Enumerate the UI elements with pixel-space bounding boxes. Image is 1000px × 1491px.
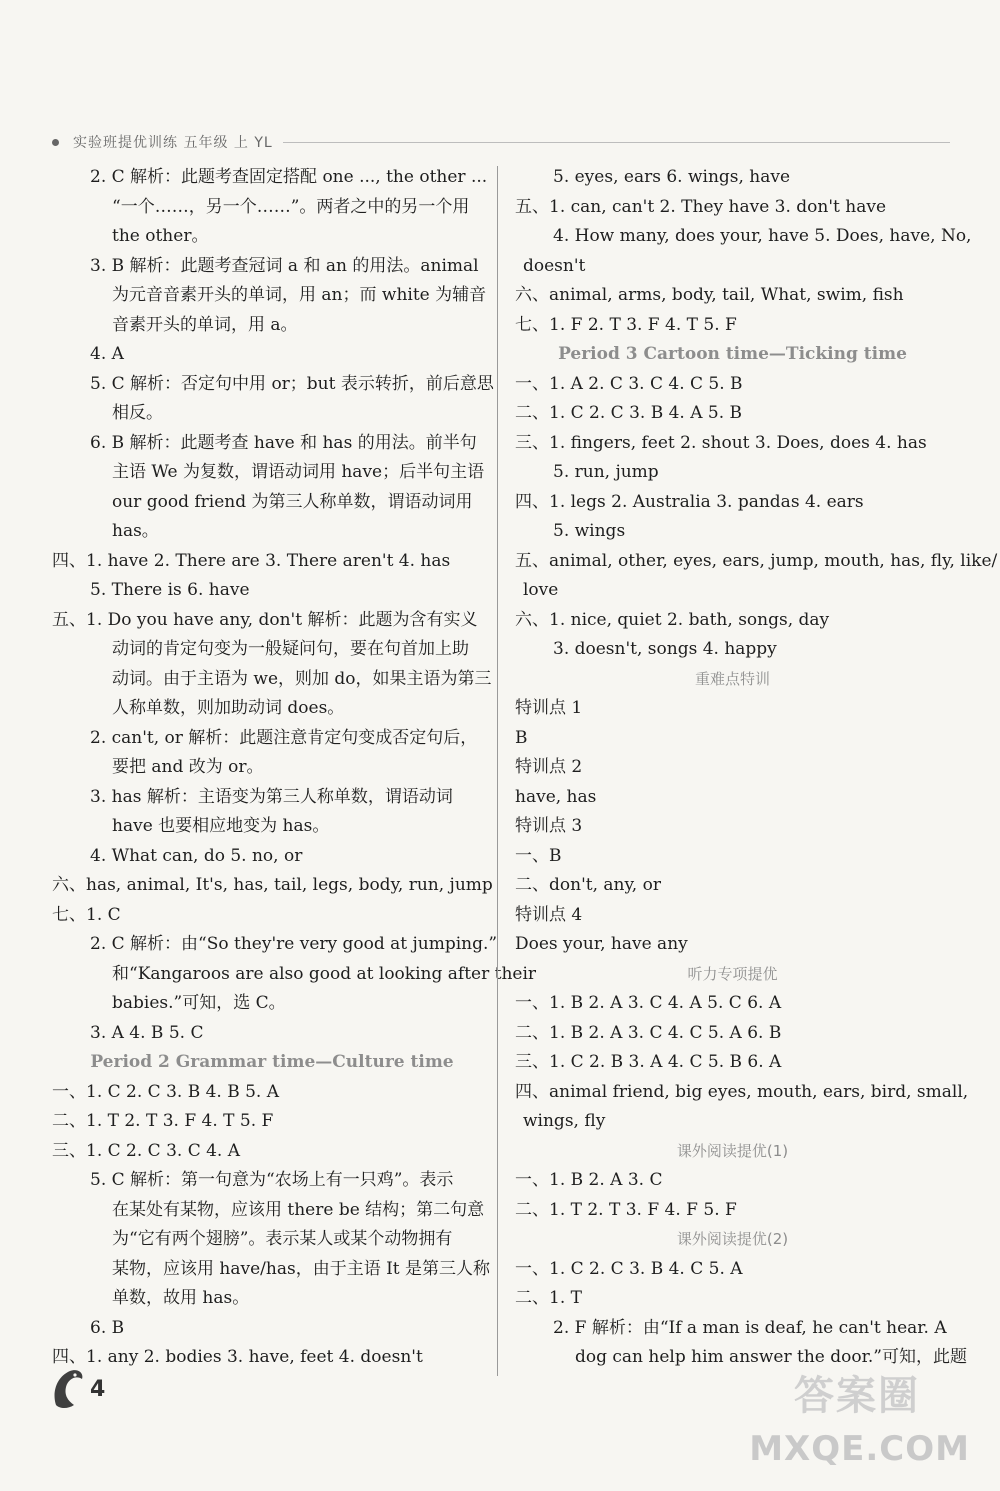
answer-line: has。 bbox=[112, 521, 159, 541]
answer-line: wings, fly bbox=[523, 1111, 606, 1131]
answer-line: 相反。 bbox=[112, 403, 163, 423]
answer-line: dog can help him answer the door.”可知，此题 bbox=[575, 1347, 967, 1367]
header-rule bbox=[283, 142, 950, 143]
section-heading: Period 2 Grammar time—Culture time bbox=[90, 1052, 454, 1072]
answer-line: 三、1. C 2. B 3. A 4. C 5. B 6. A bbox=[515, 1052, 782, 1072]
answer-line: “一个……，另一个……”。两者之中的另一个用 bbox=[112, 196, 470, 217]
answer-line: 5. wings bbox=[553, 521, 626, 541]
answer-line: 一、1. A 2. C 3. C 4. C 5. B bbox=[515, 373, 743, 394]
answer-line: 3. doesn't, songs 4. happy bbox=[553, 639, 777, 659]
answer-line: 在某处有某物，应该用 there be 结构；第二句意 bbox=[112, 1199, 485, 1220]
answer-line: 5. C 解析：否定句中用 or；but 表示转折，前后意思 bbox=[90, 373, 494, 394]
header-title: 实验班提优训练 五年级 上 YL bbox=[73, 135, 273, 151]
answer-line: 四、1. have 2. There are 3. There aren't 4. has bbox=[52, 550, 451, 571]
answer-line: have, has bbox=[515, 786, 597, 807]
answer-line: 三、1. fingers, feet 2. shout 3. Does, does 4. has bbox=[515, 432, 927, 453]
answer-line: 6. B 解析：此题考查 have 和 has 的用法。前半句 bbox=[90, 432, 477, 453]
answer-line: the other。 bbox=[112, 226, 209, 246]
answer-line: 4. A bbox=[90, 344, 124, 364]
answer-line: have 也要相应地变为 has。 bbox=[112, 816, 330, 836]
answer-line: 五、animal, other, eyes, ears, jump, mouth, has, fly, like/ bbox=[515, 550, 998, 571]
answer-line: 某物，应该用 have/has，由于主语 It 是第三人称 bbox=[112, 1258, 491, 1279]
answer-line: B bbox=[515, 727, 528, 748]
answer-line: 七、1. C bbox=[52, 904, 121, 925]
answer-line: 3. has 解析：主语变为第三人称单数，谓语动词 bbox=[90, 786, 453, 807]
section-heading: 课外阅读提优(2) bbox=[676, 1230, 789, 1248]
answer-line: 人称单数，则加助动词 does。 bbox=[112, 698, 345, 718]
answer-line: 一、1. B 2. A 3. C 4. A 5. C 6. A bbox=[515, 993, 782, 1013]
answer-line: 二、1. C 2. C 3. B 4. A 5. B bbox=[515, 403, 743, 423]
answer-line: 和“Kangaroos are also good at looking after their bbox=[112, 963, 537, 984]
answer-line: 特训点 3 bbox=[515, 816, 583, 836]
answer-line: 动词。由于主语为 we，则加 do，如果主语为第三 bbox=[112, 668, 492, 689]
section-heading: Period 3 Cartoon time—Ticking time bbox=[558, 344, 907, 364]
answer-line: 4. How many, does your, have 5. Does, have, No, bbox=[553, 226, 972, 246]
answer-line: babies.”可知，选 C。 bbox=[112, 993, 286, 1013]
answer-line: doesn't bbox=[523, 255, 586, 276]
running-header bbox=[52, 130, 950, 154]
dolphin-mascot-icon bbox=[50, 1365, 86, 1411]
answer-line: love bbox=[523, 580, 559, 600]
watermark-badge: 答案圈 bbox=[794, 1373, 920, 1419]
answer-line: 二、1. T 2. T 3. F 4. T 5. F bbox=[52, 1111, 274, 1131]
answer-line: 要把 and 改为 or。 bbox=[112, 757, 264, 777]
answer-line: our good friend 为第三人称单数，谓语动词用 bbox=[112, 491, 473, 512]
answer-line: 四、1. any 2. bodies 3. have, feet 4. doesn't bbox=[52, 1347, 423, 1367]
answer-line: 特训点 4 bbox=[515, 904, 583, 925]
answer-line: 二、1. T bbox=[515, 1288, 582, 1308]
answer-line: 音素开头的单词，用 a。 bbox=[112, 314, 298, 335]
section-heading: 课外阅读提优(1) bbox=[676, 1141, 789, 1160]
answer-line: 5. eyes, ears 6. wings, have bbox=[553, 167, 791, 187]
bullet-dot bbox=[52, 139, 59, 146]
answer-line: Does your, have any bbox=[515, 934, 688, 954]
answer-line: 3. B 解析：此题考查冠词 a 和 an 的用法。animal bbox=[90, 255, 479, 276]
answer-line: 3. A 4. B 5. C bbox=[90, 1022, 204, 1043]
answer-line: 为元音音素开头的单词，用 an；而 white 为辅音 bbox=[112, 285, 487, 305]
answer-line: 五、1. can, can't 2. They have 3. don't have bbox=[515, 196, 887, 217]
answer-line: 六、has, animal, It's, has, tail, legs, body, run, jump bbox=[52, 875, 493, 895]
answer-line: 单数，故用 has。 bbox=[112, 1288, 250, 1308]
answer-line: 主语 We 为复数，谓语动词用 have；后半句主语 bbox=[112, 462, 485, 482]
answer-line: 5. run, jump bbox=[553, 462, 659, 482]
answer-line: 6. B bbox=[90, 1317, 125, 1338]
answer-line: 一、1. C 2. C 3. B 4. B 5. A bbox=[52, 1081, 280, 1102]
answer-line: 六、animal, arms, body, tail, What, swim, fish bbox=[515, 285, 904, 305]
answer-line: 为“它有两个翅膀”。表示某人或某个动物拥有 bbox=[112, 1229, 453, 1249]
answer-line: 四、1. legs 2. Australia 3. pandas 4. ears bbox=[515, 491, 864, 512]
answer-line: 2. C 解析：此题考查固定搭配 one ..., the other ... bbox=[90, 167, 488, 187]
answer-line: 二、don't, any, or bbox=[515, 875, 661, 895]
column-divider bbox=[497, 166, 498, 1376]
answer-line: 特训点 2 bbox=[515, 757, 583, 777]
answer-line: 一、B bbox=[515, 845, 562, 866]
answer-line: 一、1. C 2. C 3. B 4. C 5. A bbox=[515, 1258, 743, 1279]
section-heading: 重难点特训 bbox=[694, 669, 770, 688]
answer-line: 二、1. T 2. T 3. F 4. F 5. F bbox=[515, 1199, 737, 1220]
answer-line: 四、animal friend, big eyes, mouth, ears, bird, small, bbox=[515, 1081, 969, 1102]
answer-line: 一、1. B 2. A 3. C bbox=[515, 1170, 663, 1190]
answer-line: 二、1. B 2. A 3. C 4. C 5. A 6. B bbox=[515, 1022, 782, 1043]
page-number: 4 bbox=[90, 1377, 106, 1402]
answer-line: 5. There is 6. have bbox=[90, 580, 250, 600]
answer-line: 六、1. nice, quiet 2. bath, songs, day bbox=[515, 609, 830, 630]
answer-line: 五、1. Do you have any, don't 解析：此题为含有实义 bbox=[52, 609, 478, 630]
answer-line: 2. F 解析：由“If a man is deaf, he can't hear. A bbox=[553, 1317, 947, 1338]
answer-line: 4. What can, do 5. no, or bbox=[90, 845, 303, 866]
watermark-url: MXQE.COM bbox=[749, 1429, 970, 1469]
right-answer-column bbox=[515, 163, 998, 1373]
answer-line: 5. C 解析：第一句意为“农场上有一只鸡”。表示 bbox=[90, 1170, 454, 1190]
answer-line: 动词的肯定句变为一般疑问句，要在句首加上助 bbox=[112, 639, 469, 659]
answer-line: 特训点 1 bbox=[515, 698, 583, 718]
left-answer-column bbox=[52, 163, 537, 1373]
answer-line: 2. can't, or 解析：此题注意肯定句变成否定句后， bbox=[90, 727, 478, 748]
answer-line: 三、1. C 2. C 3. C 4. A bbox=[52, 1140, 241, 1161]
answer-line: 2. C 解析：由“So they're very good at jumping.” bbox=[90, 934, 498, 954]
section-heading: 听力专项提优 bbox=[687, 964, 778, 983]
answer-line: 七、1. F 2. T 3. F 4. T 5. F bbox=[515, 314, 737, 335]
